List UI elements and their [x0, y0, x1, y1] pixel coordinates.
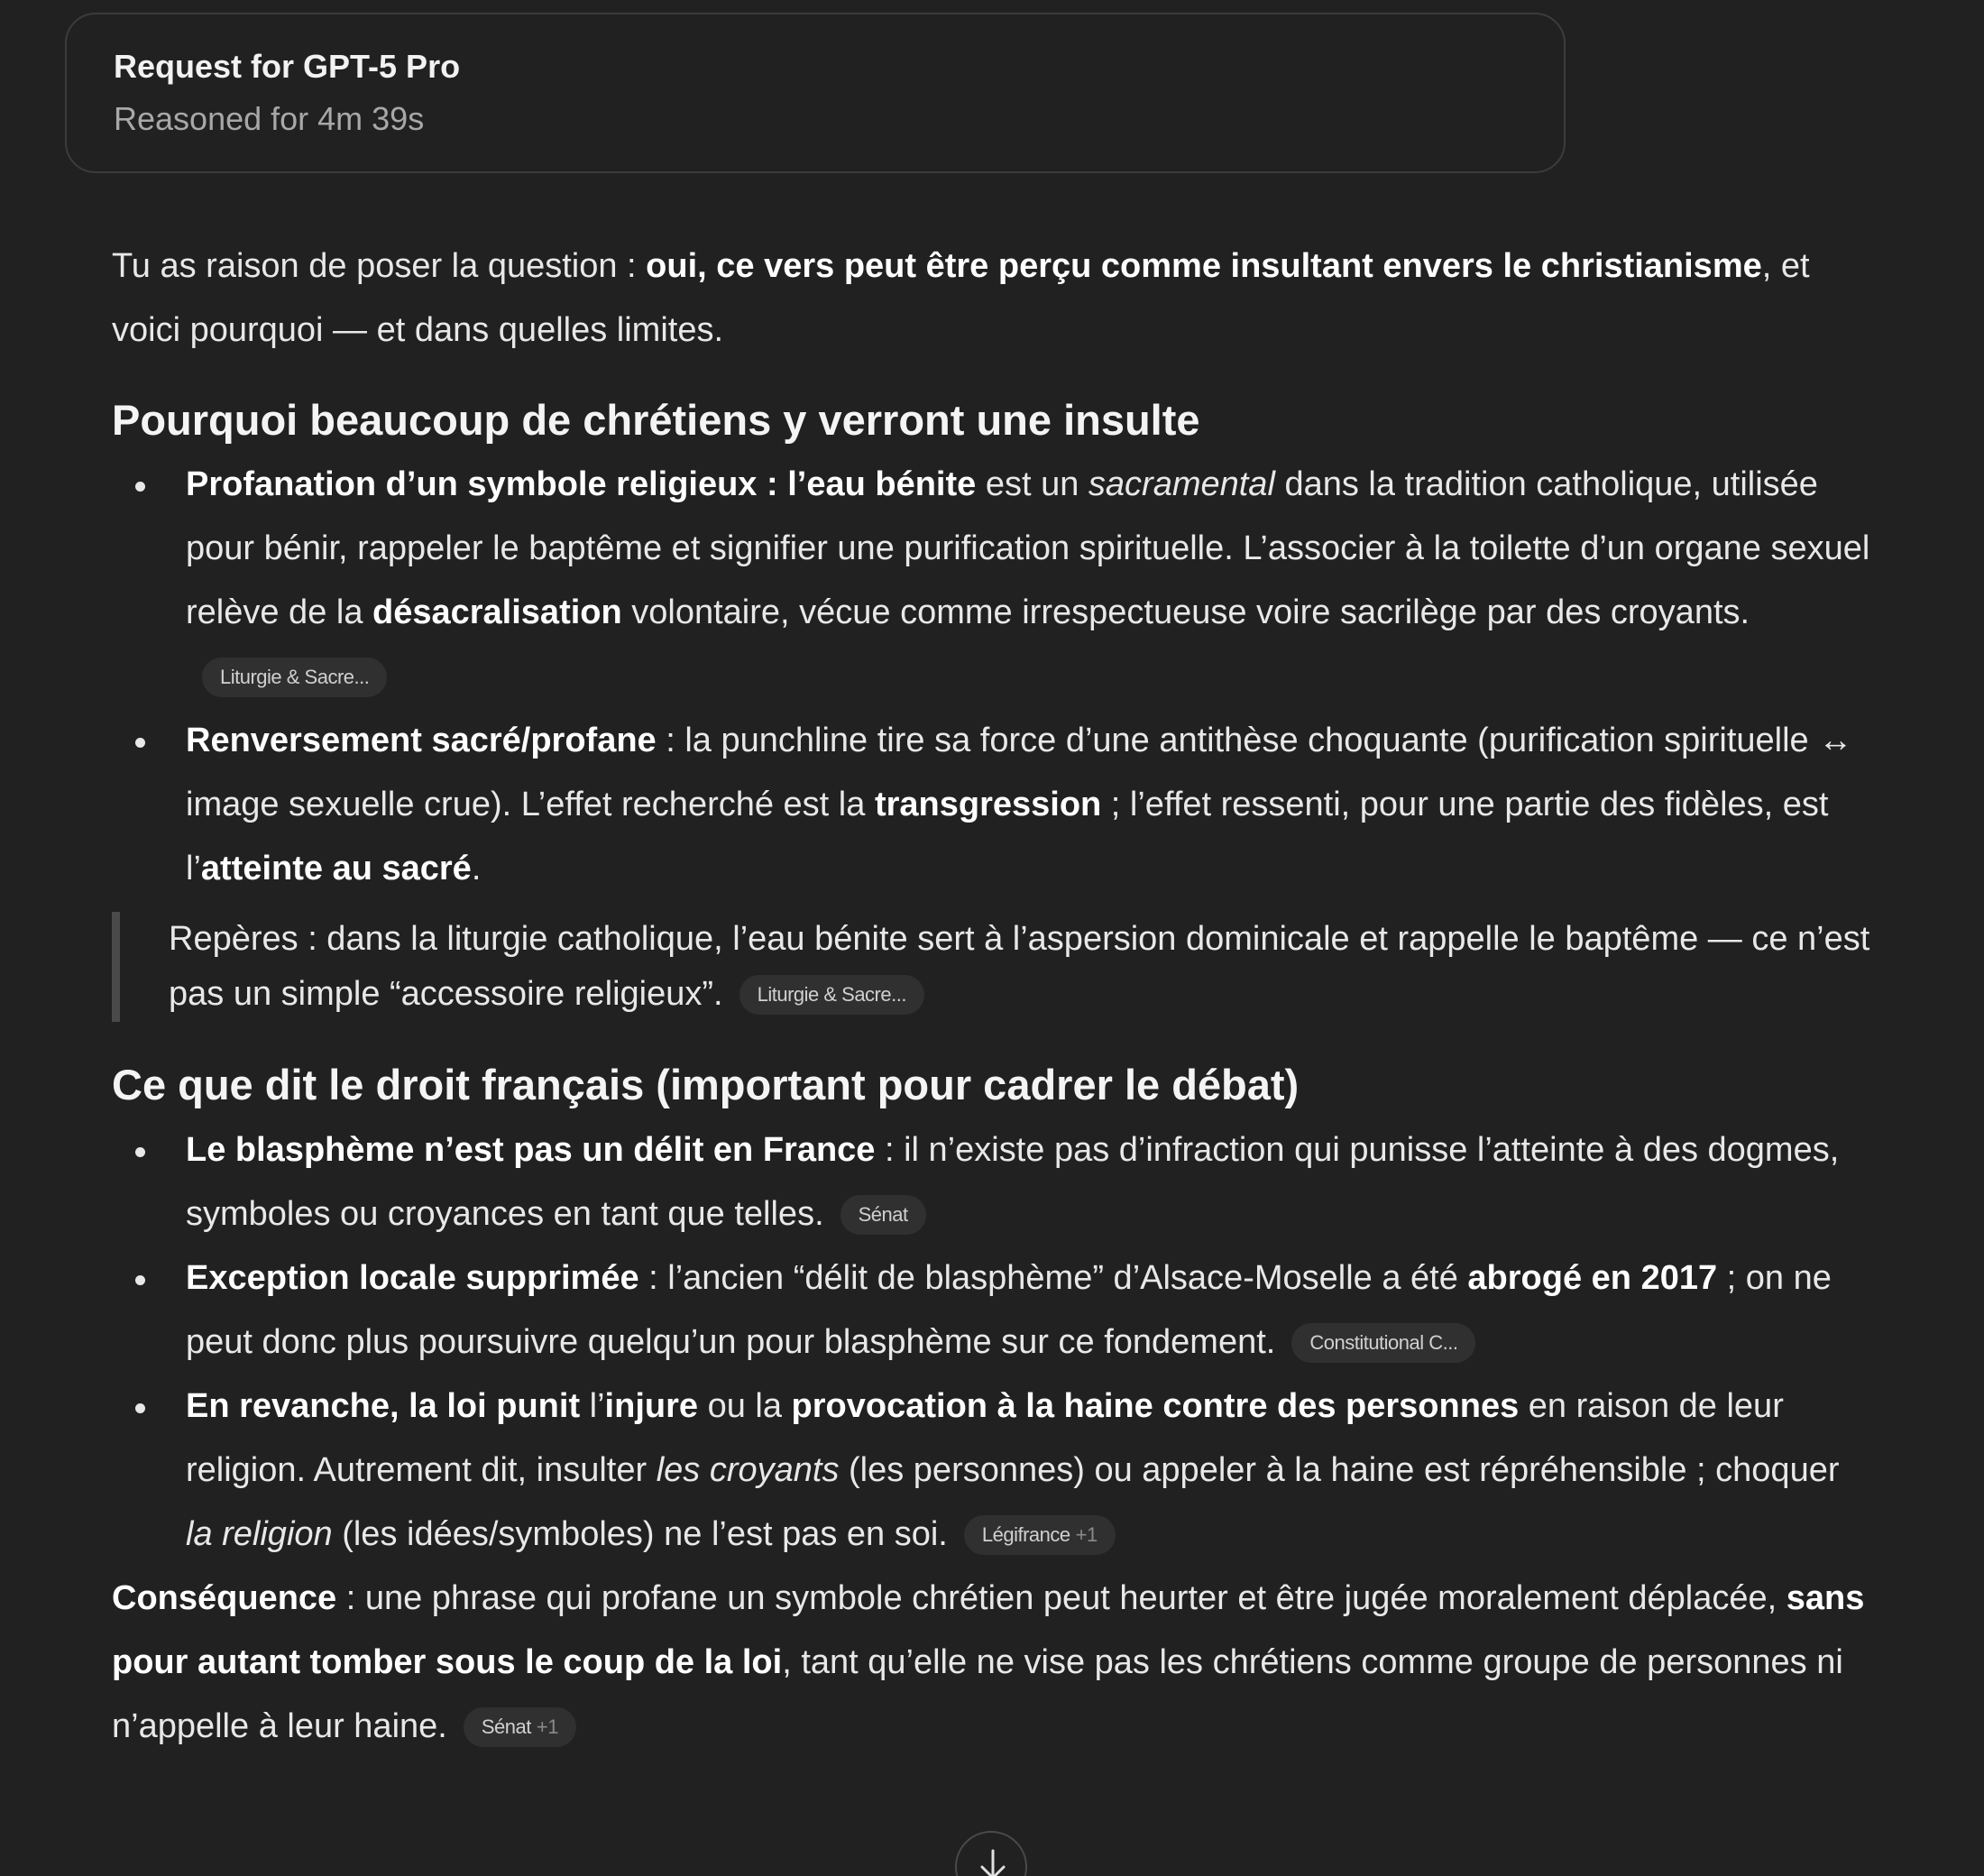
list-item — [186, 1246, 1870, 1375]
bold-text: sans pour autant tomber sous le coup de la loi — [112, 1578, 1865, 1681]
list-item — [186, 709, 1870, 901]
citation-badge[interactable] — [964, 1515, 1116, 1555]
section-heading-christians: Pourquoi beaucoup de chrétiens y verront une insulte — [112, 396, 1200, 444]
citation-badge[interactable]: Constitutional C... — [1291, 1323, 1475, 1363]
text: , et voici pourquoi — et dans quelles limites. — [112, 247, 1810, 349]
badge-count: +1 — [1075, 1522, 1098, 1546]
blockquote — [112, 912, 1870, 1022]
bold-text: Le blasphème n’est pas un délit en France — [186, 1130, 876, 1169]
text: est un — [976, 465, 1088, 504]
text: : une phrase qui profane un symbole chrétien peut heurter et être jugée moralement déplacée, — [336, 1578, 1787, 1617]
bold-text: En revanche, la loi punit — [186, 1386, 581, 1425]
request-title: Request for GPT-5 Pro — [114, 48, 461, 85]
consequence-paragraph — [112, 1567, 1870, 1759]
list-item — [186, 1375, 1870, 1567]
bold-text: désacralisation — [372, 593, 622, 632]
assistant-message — [112, 234, 1870, 1759]
bold-text: provocation à la haine contre des personnes — [791, 1386, 1520, 1425]
text: Tu as raison de poser la question : — [112, 247, 647, 285]
text: , tant qu’elle ne vise pas les chrétiens comme groupe de personnes ni n’appelle à leur haine. — [112, 1642, 1843, 1745]
section-heading-law: Ce que dit le droit français (important pour cadrer le débat) — [112, 1061, 1300, 1109]
text: : la punchline tire sa force d’une antithèse choquante (purification spirituelle ↔ image sexuelle crue). L’effet recherché est la — [186, 722, 1853, 824]
citation-badge[interactable]: Sénat — [840, 1195, 926, 1235]
badge-label: Légifrance — [981, 1522, 1070, 1546]
bold-text: injure — [604, 1386, 699, 1425]
badge-label: Sénat — [481, 1715, 531, 1738]
text: ou la — [698, 1386, 792, 1425]
scroll-to-bottom-button[interactable] — [955, 1831, 1027, 1876]
italic-text: sacramental — [1088, 465, 1275, 504]
bold-text: oui, ce vers peut être perçu comme insultant envers le christianisme — [646, 247, 1762, 285]
italic-text: les croyants — [656, 1450, 840, 1489]
citation-badge[interactable]: Liturgie & Sacre... — [739, 975, 924, 1015]
bold-text: atteinte au sacré — [200, 850, 472, 888]
bold-text: Renversement sacré/profane — [186, 722, 657, 760]
citation-badge[interactable] — [464, 1707, 576, 1747]
bold-text: transgression — [874, 786, 1102, 824]
bold-text: Conséquence — [112, 1578, 337, 1617]
text: ; on ne peut donc plus poursuivre quelqu’un pour blasphème sur ce fondement. — [186, 1258, 1832, 1361]
bold-text: Profanation d’un symbole religieux : l’eau bénite — [186, 465, 977, 504]
text: (les personnes) ou appeler à la haine est répréhensible ; choquer — [839, 1450, 1840, 1489]
bold-text: Exception locale supprimée — [186, 1258, 639, 1297]
bold-text: abrogé en 2017 — [1467, 1258, 1718, 1297]
list-item — [186, 453, 1870, 709]
quote-text: Repères : dans la liturgie catholique, l’eau bénite sert à l’aspersion dominicale et rappelle le baptême — ce n’est pas un simple “accessoire religieux”. — [169, 920, 1870, 1014]
intro-paragraph — [112, 234, 1870, 363]
bullet-list-law — [112, 1118, 1870, 1567]
text: volontaire, vécue comme irrespectueuse voire sacrilège par des croyants. — [621, 593, 1750, 632]
text: en raison de leur religion. Autrement dit, insulter — [186, 1386, 1784, 1489]
arrow-down-icon — [977, 1847, 1009, 1876]
italic-text: la religion — [186, 1514, 333, 1553]
text: l’ — [580, 1386, 605, 1425]
citation-badge[interactable]: Liturgie & Sacre... — [202, 658, 387, 697]
request-card[interactable] — [65, 13, 1566, 173]
bullet-list-christians — [112, 453, 1870, 901]
text: . — [471, 850, 482, 888]
text: dans la tradition catholique, utilisée pour bénir, rappeler le baptême et signifier une purification spirituelle. L’associer à la toilette d’un organe sexuel relève de la — [186, 465, 1870, 632]
list-item — [186, 1118, 1870, 1246]
text: (les idées/symboles) ne l’est pas en soi. — [332, 1514, 948, 1553]
badge-count: +1 — [536, 1715, 558, 1738]
text: : il n’existe pas d’infraction qui punisse l’atteinte à des dogmes, symboles ou croyances en tant que telles. — [186, 1130, 1840, 1233]
reasoning-duration: Reasoned for 4m 39s — [114, 100, 425, 137]
text: : l’ancien “délit de blasphème” d’Alsace-Moselle a été — [638, 1258, 1468, 1297]
text: ; l’effet ressenti, pour une partie des fidèles, est l’ — [186, 786, 1829, 888]
